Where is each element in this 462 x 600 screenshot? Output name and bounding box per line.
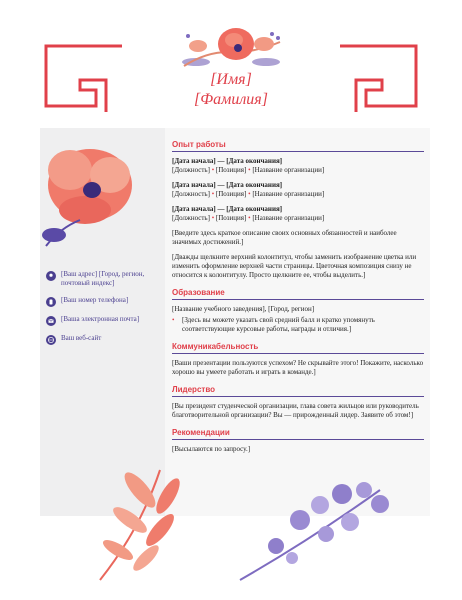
- education-heading: Образование: [172, 288, 424, 300]
- job-role[interactable]: [Позиция]: [215, 214, 247, 222]
- job-role[interactable]: [Позиция]: [215, 190, 247, 198]
- experience-summary[interactable]: [Введите здесь краткое описание своих основных обязанностей и наиболее значимых достижений.]: [172, 229, 397, 246]
- references-heading: Рекомендации: [172, 428, 424, 440]
- contact-email-text[interactable]: [Ваша электронная почта]: [61, 315, 140, 323]
- contact-website-text[interactable]: Ваш веб-сайт: [61, 334, 102, 342]
- experience-section: [172, 140, 424, 280]
- job-dates[interactable]: [Дата начала] — [Дата окончания]: [172, 205, 283, 213]
- header-flower-image: [176, 22, 286, 72]
- separator-dot: •: [211, 166, 215, 174]
- references-text[interactable]: [Высылаются по запросу.]: [172, 445, 251, 453]
- education-bullet-text[interactable]: [Здесь вы можете указать свой средний балл и кратко упомянуть соответствующие курсовые работы, награды и отличия.]: [182, 316, 375, 333]
- resume-content: [172, 140, 424, 462]
- experience-heading: Опыт работы: [172, 140, 424, 152]
- contact-address-text[interactable]: [Ваш адрес] [Город, регион, почтовый индекс]: [61, 270, 145, 287]
- separator-dot: •: [211, 190, 215, 198]
- leadership-heading: Лидерство: [172, 385, 424, 397]
- bullet-marker: •: [172, 316, 175, 324]
- separator-dot: •: [248, 214, 251, 222]
- contact-phone-text[interactable]: [Ваш номер телефона]: [61, 296, 129, 304]
- job-entry: [172, 205, 424, 223]
- globe-icon: [46, 335, 56, 345]
- job-dates[interactable]: [Дата начала] — [Дата окончания]: [172, 157, 283, 165]
- communication-section: [172, 342, 424, 377]
- experience-hint[interactable]: [Дважды щелкните верхний колонтитул, чтобы заменить изображение цветка или изменить оформление верхней части страницы. Цветочная композиция снизу не относится к колонтитулу. Просто щелкните ее, чтобы выделить.]: [172, 253, 417, 279]
- contact-list: [46, 270, 161, 353]
- job-position[interactable]: [Должность]: [172, 190, 210, 198]
- job-position[interactable]: [Должность]: [172, 166, 210, 174]
- leadership-section: [172, 385, 424, 420]
- job-details: [172, 214, 424, 223]
- job-details: [172, 190, 424, 199]
- education-section: [172, 288, 424, 334]
- separator-dot: •: [248, 166, 251, 174]
- job-organization[interactable]: [Название организации]: [252, 166, 325, 174]
- job-entry: [172, 181, 424, 199]
- bottom-floral-image: [80, 450, 410, 590]
- location-pin-icon: [46, 271, 56, 281]
- contact-address: [46, 270, 161, 288]
- job-dates[interactable]: [Дата начала] — [Дата окончания]: [172, 181, 283, 189]
- sidebar-flower-image: [40, 140, 135, 250]
- job-position[interactable]: [Должность]: [172, 214, 210, 222]
- communication-heading: Коммуникабельность: [172, 342, 424, 354]
- contact-phone: [46, 296, 161, 307]
- job-entry: [172, 157, 424, 175]
- job-organization[interactable]: [Название организации]: [252, 214, 325, 222]
- education-line[interactable]: [Название учебного заведения], [Город, регион]: [172, 305, 315, 313]
- name-block: [0, 70, 462, 110]
- email-icon: [46, 316, 56, 326]
- separator-dot: •: [211, 214, 215, 222]
- contact-website: [46, 334, 161, 345]
- education-bullet: [172, 316, 424, 334]
- last-name[interactable]: [Фамилия]: [194, 91, 268, 108]
- job-role[interactable]: [Позиция]: [215, 166, 247, 174]
- phone-icon: [46, 297, 56, 307]
- job-details: [172, 166, 424, 175]
- job-organization[interactable]: [Название организации]: [252, 190, 325, 198]
- communication-text[interactable]: [Ваши презентации пользуются успехом? Не скрывайте этого! Покажите, насколько хорошо вы умеете работать и играть в команде.]: [172, 359, 424, 376]
- separator-dot: •: [248, 190, 251, 198]
- contact-email: [46, 315, 161, 326]
- first-name[interactable]: [Имя]: [210, 71, 252, 88]
- leadership-text[interactable]: [Вы президент студенческой организации, глава совета жильцов или руководитель благотворительной организации? Вы — прирожденный лидер. Заявите об этом!]: [172, 402, 419, 419]
